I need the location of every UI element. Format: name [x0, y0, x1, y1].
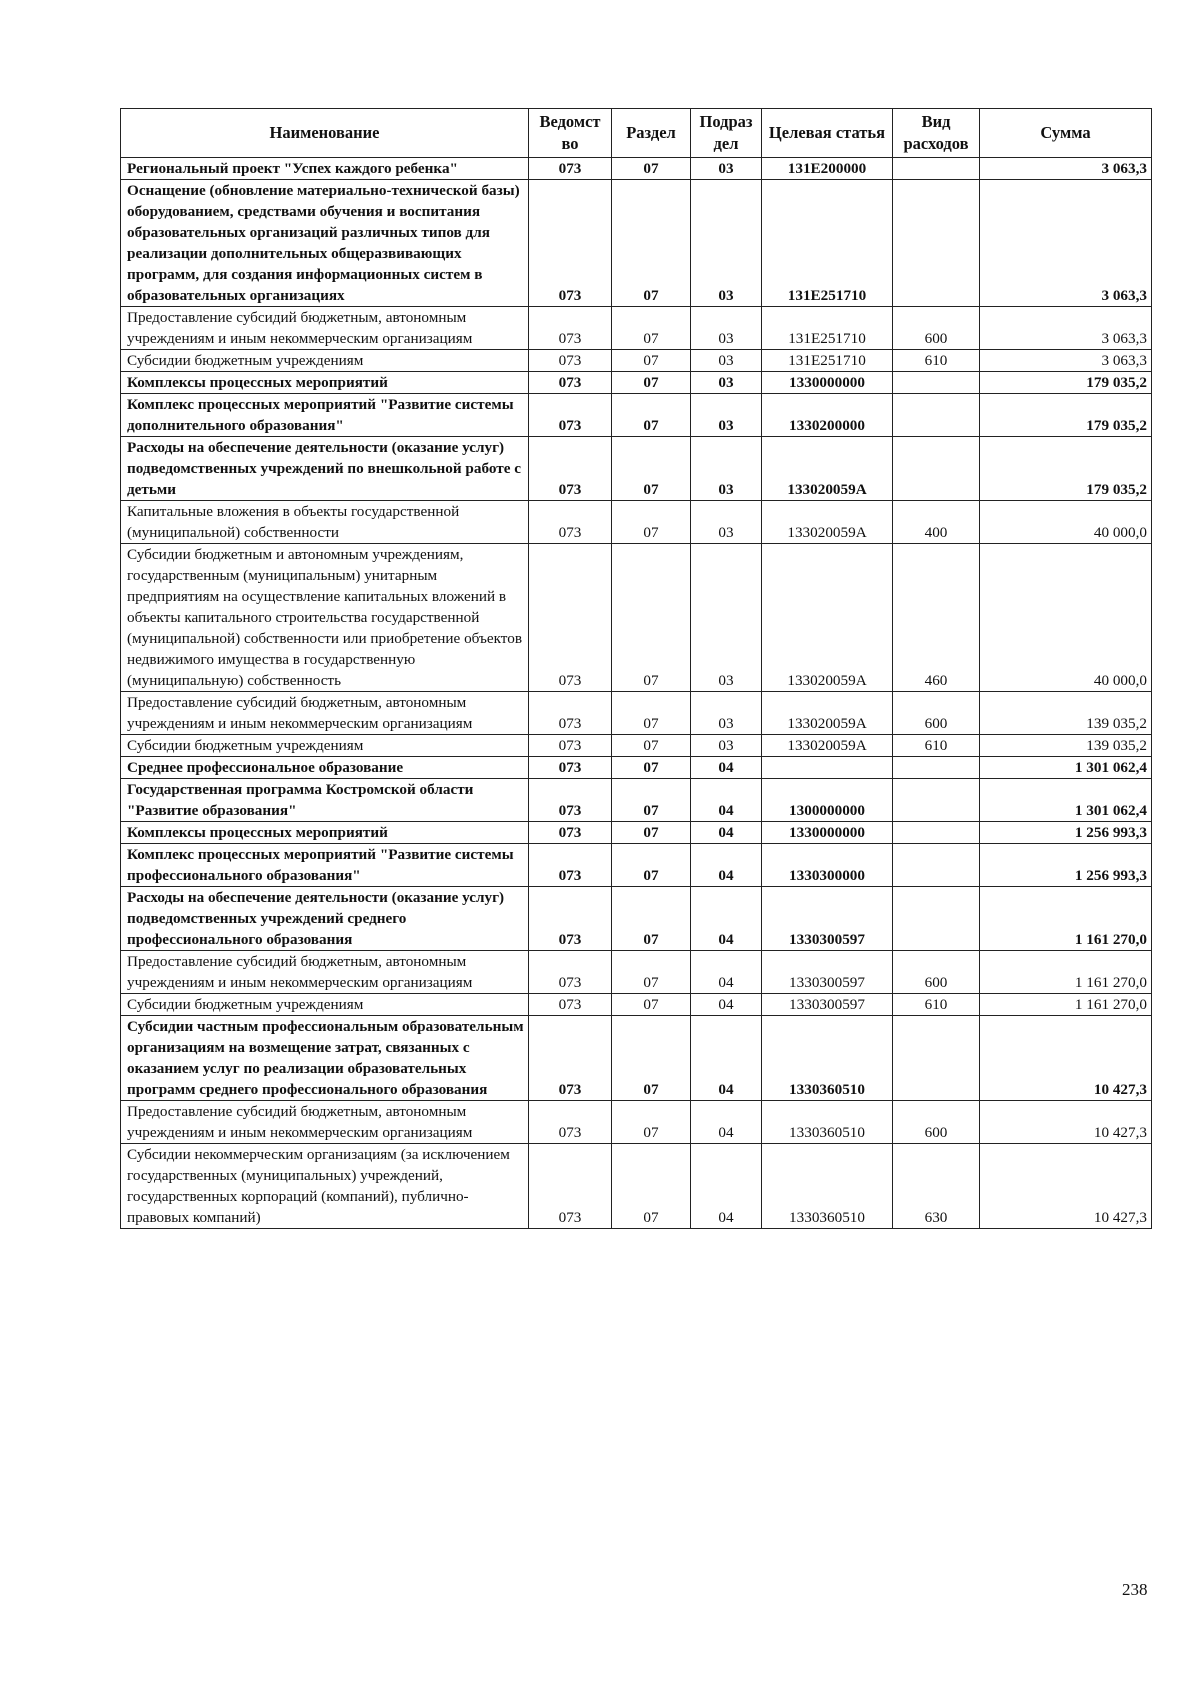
cell-sum: 3 063,3 [980, 180, 1152, 307]
cell-target: 1330300597 [762, 887, 893, 951]
cell-name: Субсидии бюджетным учреждениям [121, 994, 529, 1016]
cell-target: 1300000000 [762, 779, 893, 822]
cell-type: 610 [893, 350, 980, 372]
cell-subsection: 04 [691, 1016, 762, 1101]
table-body [121, 158, 1152, 1229]
cell-name: Комплексы процессных мероприятий [121, 372, 529, 394]
cell-target: 1330360510 [762, 1016, 893, 1101]
cell-name: Предоставление субсидий бюджетным, автономным учреждениям и иным некоммерческим организациям [121, 307, 529, 350]
cell-target: 131E251710 [762, 350, 893, 372]
cell-type: 600 [893, 307, 980, 350]
cell-subsection: 04 [691, 951, 762, 994]
cell-type: 600 [893, 951, 980, 994]
cell-ministry: 073 [529, 1144, 612, 1229]
cell-name: Оснащение (обновление материально-технической базы) оборудованием, средствами обучения и воспитания образовательных организаций различных типов для реализации дополнительных общеразвивающих программ, для создания информационных систем в образовательных организациях [121, 180, 529, 307]
cell-ministry: 073 [529, 437, 612, 501]
header-subsection: Подраз дел [691, 109, 762, 158]
cell-name: Среднее профессиональное образование [121, 757, 529, 779]
table-row [121, 372, 1152, 394]
cell-target: 133020059A [762, 692, 893, 735]
cell-ministry: 073 [529, 350, 612, 372]
cell-section: 07 [612, 544, 691, 692]
cell-sum: 179 035,2 [980, 394, 1152, 437]
cell-target: 1330360510 [762, 1101, 893, 1144]
cell-target: 1330000000 [762, 372, 893, 394]
cell-section: 07 [612, 994, 691, 1016]
cell-name: Капитальные вложения в объекты государственной (муниципальной) собственности [121, 501, 529, 544]
cell-type: 630 [893, 1144, 980, 1229]
cell-name: Предоставление субсидий бюджетным, автономным учреждениям и иным некоммерческим организациям [121, 951, 529, 994]
cell-ministry: 073 [529, 951, 612, 994]
cell-name: Субсидии частным профессиональным образовательным организациям на возмещение затрат, связанных с оказанием услуг по реализации образовательных программ среднего профессионального образования [121, 1016, 529, 1101]
cell-name: Субсидии бюджетным учреждениям [121, 350, 529, 372]
cell-sum: 10 427,3 [980, 1016, 1152, 1101]
cell-ministry: 073 [529, 735, 612, 757]
cell-subsection: 04 [691, 1144, 762, 1229]
cell-ministry: 073 [529, 844, 612, 887]
header-ministry: Ведомст во [529, 109, 612, 158]
cell-type: 600 [893, 692, 980, 735]
cell-target: 1330000000 [762, 822, 893, 844]
cell-ministry: 073 [529, 1101, 612, 1144]
cell-sum: 1 256 993,3 [980, 822, 1152, 844]
cell-subsection: 03 [691, 437, 762, 501]
cell-target: 1330300000 [762, 844, 893, 887]
table-row [121, 994, 1152, 1016]
table-row [121, 180, 1152, 307]
table-row [121, 1144, 1152, 1229]
cell-name: Комплексы процессных мероприятий [121, 822, 529, 844]
table-row [121, 1016, 1152, 1101]
cell-target: 133020059A [762, 501, 893, 544]
cell-section: 07 [612, 757, 691, 779]
cell-target [762, 757, 893, 779]
cell-ministry: 073 [529, 779, 612, 822]
cell-subsection: 04 [691, 822, 762, 844]
cell-subsection: 03 [691, 544, 762, 692]
header-sum: Сумма [980, 109, 1152, 158]
cell-ministry: 073 [529, 501, 612, 544]
cell-section: 07 [612, 372, 691, 394]
cell-ministry: 073 [529, 158, 612, 180]
cell-sum: 1 161 270,0 [980, 951, 1152, 994]
cell-target: 133020059A [762, 544, 893, 692]
cell-name: Комплекс процессных мероприятий "Развитие системы профессионального образования" [121, 844, 529, 887]
table-row [121, 394, 1152, 437]
cell-type: 610 [893, 994, 980, 1016]
table-row [121, 350, 1152, 372]
cell-section: 07 [612, 180, 691, 307]
table-header-row [121, 109, 1152, 158]
table-row [121, 692, 1152, 735]
cell-target: 131E251710 [762, 307, 893, 350]
cell-subsection: 04 [691, 994, 762, 1016]
cell-section: 07 [612, 158, 691, 180]
cell-sum: 10 427,3 [980, 1101, 1152, 1144]
cell-name: Расходы на обеспечение деятельности (оказание услуг) подведомственных учреждений среднего профессионального образования [121, 887, 529, 951]
cell-sum: 1 301 062,4 [980, 779, 1152, 822]
header-type: Вид расходов [893, 109, 980, 158]
cell-ministry: 073 [529, 1016, 612, 1101]
header-section: Раздел [612, 109, 691, 158]
cell-sum: 3 063,3 [980, 307, 1152, 350]
cell-subsection: 04 [691, 779, 762, 822]
cell-ministry: 073 [529, 692, 612, 735]
table-row [121, 951, 1152, 994]
cell-type: 400 [893, 501, 980, 544]
cell-sum: 1 161 270,0 [980, 887, 1152, 951]
cell-ministry: 073 [529, 544, 612, 692]
cell-subsection: 03 [691, 501, 762, 544]
cell-section: 07 [612, 350, 691, 372]
cell-type [893, 844, 980, 887]
cell-type [893, 394, 980, 437]
cell-section: 07 [612, 779, 691, 822]
cell-sum: 40 000,0 [980, 501, 1152, 544]
cell-section: 07 [612, 844, 691, 887]
table-row [121, 887, 1152, 951]
cell-type [893, 158, 980, 180]
cell-target: 1330300597 [762, 994, 893, 1016]
cell-section: 07 [612, 692, 691, 735]
cell-target: 1330200000 [762, 394, 893, 437]
cell-sum: 40 000,0 [980, 544, 1152, 692]
cell-ministry: 073 [529, 307, 612, 350]
cell-type: 610 [893, 735, 980, 757]
cell-name: Комплекс процессных мероприятий "Развитие системы дополнительного образования" [121, 394, 529, 437]
cell-name: Расходы на обеспечение деятельности (оказание услуг) подведомственных учреждений по внешкольной работе с детьми [121, 437, 529, 501]
table-row [121, 822, 1152, 844]
table-row [121, 844, 1152, 887]
cell-ministry: 073 [529, 757, 612, 779]
table-row [121, 501, 1152, 544]
cell-target: 131E200000 [762, 158, 893, 180]
cell-name: Государственная программа Костромской области "Развитие образования" [121, 779, 529, 822]
cell-section: 07 [612, 307, 691, 350]
cell-sum: 179 035,2 [980, 437, 1152, 501]
cell-section: 07 [612, 735, 691, 757]
table-row [121, 735, 1152, 757]
cell-name: Предоставление субсидий бюджетным, автономным учреждениям и иным некоммерческим организациям [121, 692, 529, 735]
table-row [121, 307, 1152, 350]
cell-subsection: 03 [691, 692, 762, 735]
table-row [121, 158, 1152, 180]
cell-section: 07 [612, 822, 691, 844]
cell-type [893, 779, 980, 822]
cell-sum: 139 035,2 [980, 692, 1152, 735]
cell-type: 600 [893, 1101, 980, 1144]
table-row [121, 779, 1152, 822]
cell-ministry: 073 [529, 822, 612, 844]
budget-sheet [120, 108, 1151, 1229]
cell-type: 460 [893, 544, 980, 692]
cell-section: 07 [612, 1016, 691, 1101]
cell-ministry: 073 [529, 994, 612, 1016]
cell-sum: 179 035,2 [980, 372, 1152, 394]
cell-type [893, 887, 980, 951]
cell-subsection: 03 [691, 307, 762, 350]
page-number: 238 [1122, 1580, 1148, 1599]
cell-subsection: 03 [691, 350, 762, 372]
cell-ministry: 073 [529, 887, 612, 951]
cell-ministry: 073 [529, 180, 612, 307]
cell-sum: 10 427,3 [980, 1144, 1152, 1229]
cell-target: 1330360510 [762, 1144, 893, 1229]
cell-ministry: 073 [529, 394, 612, 437]
header-name: Наименование [121, 109, 529, 158]
cell-type [893, 437, 980, 501]
cell-section: 07 [612, 887, 691, 951]
table-row [121, 544, 1152, 692]
table-row [121, 1101, 1152, 1144]
cell-ministry: 073 [529, 372, 612, 394]
cell-sum: 3 063,3 [980, 158, 1152, 180]
cell-target: 133020059A [762, 437, 893, 501]
cell-type [893, 757, 980, 779]
cell-type [893, 1016, 980, 1101]
cell-type [893, 372, 980, 394]
cell-sum: 139 035,2 [980, 735, 1152, 757]
cell-sum: 1 161 270,0 [980, 994, 1152, 1016]
cell-target: 131E251710 [762, 180, 893, 307]
cell-target: 1330300597 [762, 951, 893, 994]
cell-subsection: 03 [691, 158, 762, 180]
cell-subsection: 04 [691, 887, 762, 951]
table-row [121, 437, 1152, 501]
cell-section: 07 [612, 437, 691, 501]
cell-sum: 1 256 993,3 [980, 844, 1152, 887]
cell-target: 133020059A [762, 735, 893, 757]
cell-name: Предоставление субсидий бюджетным, автономным учреждениям и иным некоммерческим организациям [121, 1101, 529, 1144]
table-row [121, 757, 1152, 779]
cell-name: Субсидии бюджетным и автономным учреждениям, государственным (муниципальным) унитарным предприятиям на осуществление капитальных вложений в объекты капитального строительства государственной (муниципальной) собственности или приобретение объектов недвижимого имущества в государственную (муниципальную) собственность [121, 544, 529, 692]
cell-sum: 1 301 062,4 [980, 757, 1152, 779]
cell-subsection: 04 [691, 1101, 762, 1144]
header-target: Целевая статья [762, 109, 893, 158]
cell-subsection: 03 [691, 180, 762, 307]
cell-type [893, 180, 980, 307]
cell-name: Субсидии некоммерческим организациям (за исключением государственных (муниципальных) учреждений, государственных корпораций (компаний), публично-правовых компаний) [121, 1144, 529, 1229]
cell-section: 07 [612, 1101, 691, 1144]
cell-name: Региональный проект "Успех каждого ребенка" [121, 158, 529, 180]
cell-section: 07 [612, 394, 691, 437]
cell-name: Субсидии бюджетным учреждениям [121, 735, 529, 757]
cell-subsection: 04 [691, 757, 762, 779]
cell-section: 07 [612, 951, 691, 994]
cell-subsection: 03 [691, 394, 762, 437]
cell-subsection: 04 [691, 844, 762, 887]
cell-type [893, 822, 980, 844]
cell-sum: 3 063,3 [980, 350, 1152, 372]
cell-section: 07 [612, 501, 691, 544]
cell-section: 07 [612, 1144, 691, 1229]
cell-subsection: 03 [691, 735, 762, 757]
budget-table [120, 108, 1152, 1229]
cell-subsection: 03 [691, 372, 762, 394]
